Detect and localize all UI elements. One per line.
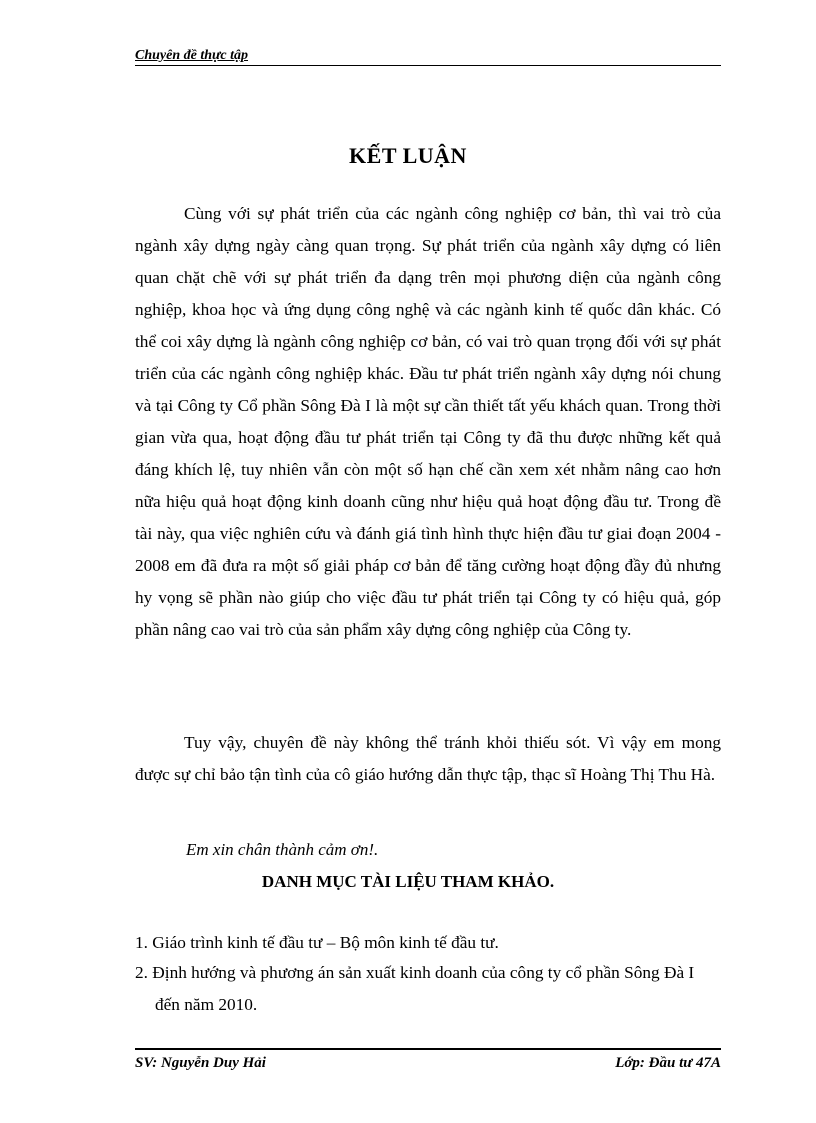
conclusion-paragraph-2: Tuy vậy, chuyên đề này không thể tránh khỏi thiếu sót. Vì vậy em mong được sự chỉ bảo tận tình của cô giáo hướng dẫn thực tập, thạc sĩ Hoàng Thị Thu Hà. [135, 733, 721, 784]
page-footer [135, 1055, 721, 1072]
page-title: KẾT LUẬN [349, 143, 467, 168]
conclusion-paragraph-1: Cùng với sự phát triển của các ngành công nghiệp cơ bản, thì vai trò của ngành xây dựng ngày càng quan trọng. Sự phát triển của ngành xây dựng có liên quan chặt chẽ với sự phát triển đa dạng trên mọi phương diện của ngành công nghiệp, khoa học và ứng dụng công nghệ và các ngành kinh tế quốc dân khác. Có thể coi xây dựng là ngành công nghiệp cơ bản, có vai trò quan trọng đối với sự phát triển của các ngành công nghiệp khác. Đầu tư phát triển ngành xây dựng nói chung và tại Công ty Cổ phần Sông Đà I là một sự cần thiết tất yếu khách quan. Trong thời gian vừa qua, hoạt động đầu tư phát triển tại Công ty đã thu được những kết quả đáng khích lệ, tuy nhiên vẫn còn một số hạn chế cần xem xét nhằm nâng cao hơn nữa hiệu quả hoạt động kinh doanh cũng như hiệu quả hoạt động đầu tư. Trong đề tài này, qua việc nghiên cứu và đánh giá tình hình thực hiện đầu tư giai đoạn 2004 - 2008 em đã đưa ra một số giải pháp cơ bản để tăng cường hoạt động đầy đủ nhưng hy vọng sẽ phần nào giúp cho việc đầu tư phát triển tại Công ty có hiệu quả, góp phần nâng cao vai trò của sản phẩm xây dựng công nghiệp của Công ty. [135, 204, 721, 639]
references-title: DANH MỤC TÀI LIỆU THAM KHẢO. [261, 872, 555, 891]
reference-item-2: 2. Định hướng và phương án sản xuất kinh doanh của công ty cổ phần Sông Đà I đến năm 2010. [135, 963, 695, 1014]
thanks-line: Em xin chân thành cảm ơn!. [186, 840, 379, 859]
page-header [135, 48, 721, 66]
reference-item-1: 1. Giáo trình kinh tế đầu tư – Bộ môn kinh tế đầu tư. [135, 933, 499, 952]
footer-divider [135, 1048, 721, 1050]
footer-student: SV: Nguyễn Duy Hải [135, 1055, 266, 1071]
header-text: Chuyên đề thực tập [135, 48, 249, 63]
footer-class: Lớp: Đầu tư 47A [615, 1055, 721, 1071]
